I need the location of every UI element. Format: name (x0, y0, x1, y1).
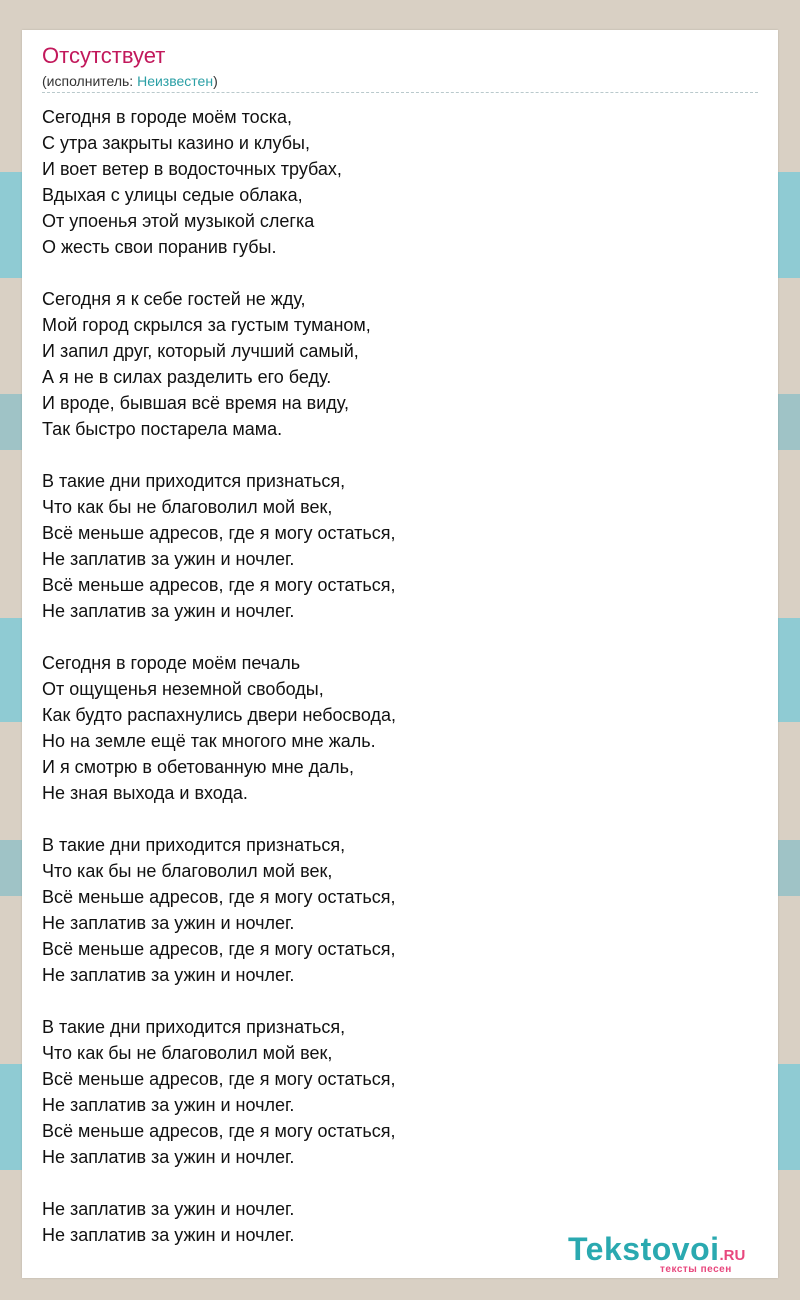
site-logo[interactable] (568, 1232, 778, 1276)
lyrics-stanza (42, 468, 742, 624)
title-divider (42, 92, 758, 93)
artist-link[interactable]: Неизвестен (137, 73, 214, 89)
lyrics-line: А я не в силах разделить его беду. (42, 367, 332, 387)
lyrics-line: Не заплатив за ужин и ночлег. (42, 1095, 295, 1115)
lyrics-stanza (42, 104, 742, 260)
lyrics-line: Всё меньше адресов, где я могу остаться, (42, 523, 396, 543)
lyrics-line: Не заплатив за ужин и ночлег. (42, 913, 295, 933)
lyrics-line: Мой город скрылся за густым туманом, (42, 315, 371, 335)
lyrics-line: Не заплатив за ужин и ночлег. (42, 549, 295, 569)
lyrics-line: Но на земле ещё так многого мне жаль. (42, 731, 376, 751)
lyrics-line: Что как бы не благоволил мой век, (42, 1043, 333, 1063)
lyrics-line: Всё меньше адресов, где я могу остаться, (42, 1069, 396, 1089)
lyrics-line: Что как бы не благоволил мой век, (42, 861, 333, 881)
lyrics-line: Не заплатив за ужин и ночлег. (42, 601, 295, 621)
logo-name: Tekstovoi (568, 1231, 720, 1267)
lyrics-line: Всё меньше адресов, где я могу остаться, (42, 939, 396, 959)
lyrics-line: Что как бы не благоволил мой век, (42, 497, 333, 517)
lyrics-line: Вдыхая с улицы седые облака, (42, 185, 303, 205)
lyrics-line: Не заплатив за ужин и ночлег. (42, 1199, 295, 1219)
artist-prefix: (исполнитель: (42, 73, 138, 89)
logo-tld: .RU (719, 1247, 746, 1264)
lyrics-stanza (42, 832, 742, 988)
lyrics-line: Всё меньше адресов, где я могу остаться, (42, 1121, 396, 1141)
lyrics-line: Так быстро постарела мама. (42, 419, 283, 439)
lyrics-line: В такие дни приходится признаться, (42, 1017, 346, 1037)
lyrics-line: О жесть свои поранив губы. (42, 237, 277, 257)
lyrics-line: Сегодня в городе моём печаль (42, 653, 301, 673)
lyrics-line: Всё меньше адресов, где я могу остаться, (42, 575, 396, 595)
lyrics-line: Не зная выхода и входа. (42, 783, 248, 803)
lyrics-line: И запил друг, который лучший самый, (42, 341, 359, 361)
lyrics-line: В такие дни приходится признаться, (42, 835, 346, 855)
lyrics-stanza (42, 286, 742, 442)
lyrics-stanza (42, 1014, 742, 1170)
lyrics-line: Сегодня в городе моём тоска, (42, 107, 292, 127)
lyrics-line: Сегодня я к себе гостей не жду, (42, 289, 306, 309)
lyrics-line: И я смотрю в обетованную мне даль, (42, 757, 355, 777)
lyrics-line: От ощущенья неземной свободы, (42, 679, 324, 699)
lyrics-line: С утра закрыты казино и клубы, (42, 133, 310, 153)
lyrics-card (22, 30, 778, 1278)
lyrics-line: Как будто распахнулись двери небосвода, (42, 705, 397, 725)
lyrics-line: И воет ветер в водосточных трубах, (42, 159, 342, 179)
lyrics-line: Не заплатив за ужин и ночлег. (42, 1147, 295, 1167)
lyrics-line: И вроде, бывшая всё время на виду, (42, 393, 350, 413)
lyrics-stanza (42, 650, 742, 806)
song-title: Отсутствует (42, 43, 166, 68)
lyrics-line: Не заплатив за ужин и ночлег. (42, 1225, 295, 1245)
lyrics-line: В такие дни приходится признаться, (42, 471, 346, 491)
lyrics-line: От упоенья этой музыкой слегка (42, 211, 315, 231)
artist-suffix: ) (213, 73, 218, 89)
artist-line (42, 72, 218, 90)
lyrics-text (42, 104, 742, 1274)
lyrics-line: Всё меньше адресов, где я могу остаться, (42, 887, 396, 907)
bottom-strip (0, 1286, 800, 1300)
logo-tagline: тексты песен (660, 1264, 732, 1275)
lyrics-line: Не заплатив за ужин и ночлег. (42, 965, 295, 985)
